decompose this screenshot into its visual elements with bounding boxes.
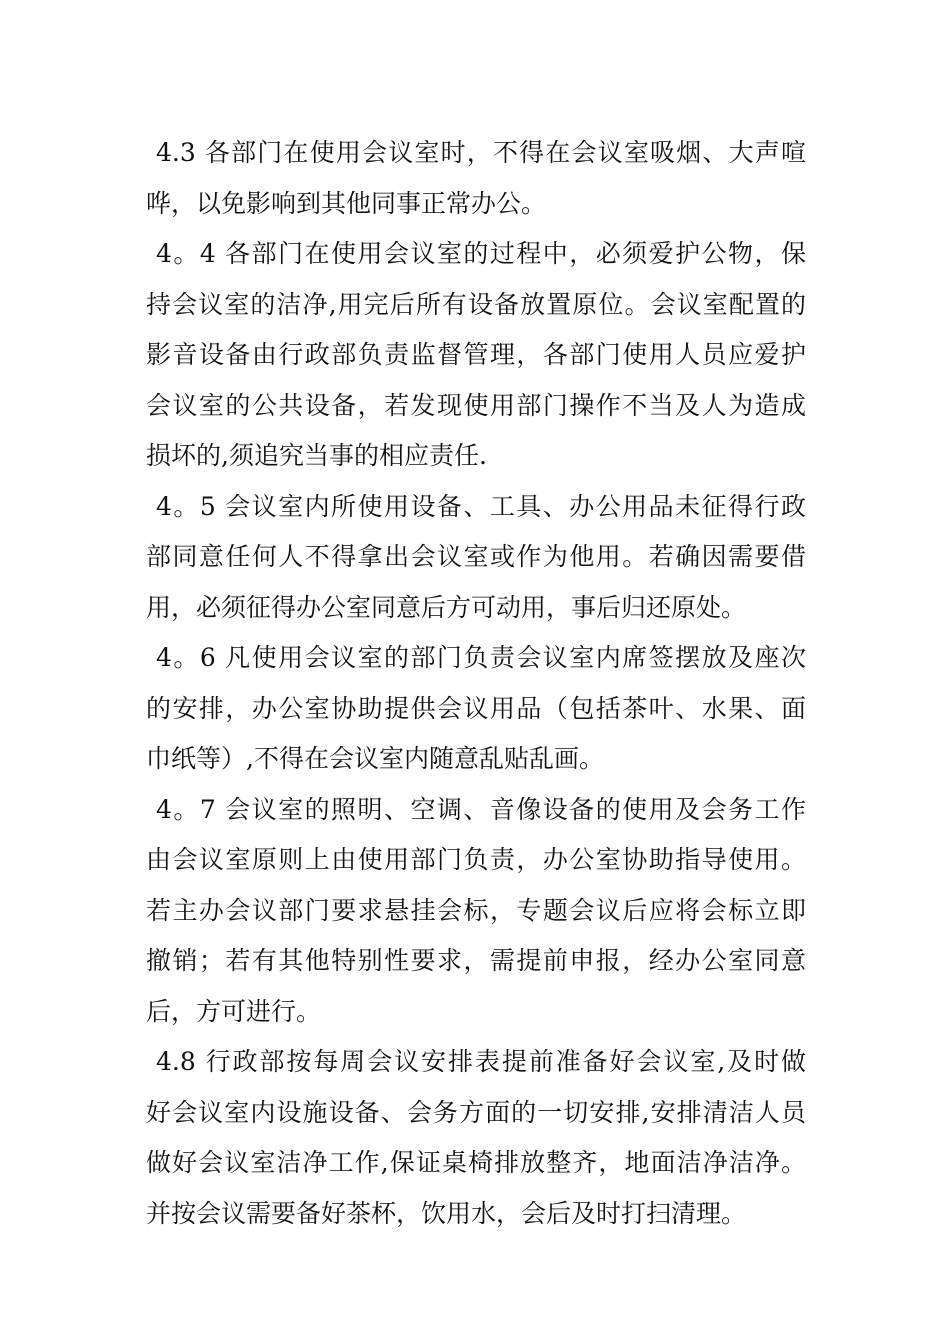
paragraph-4-3 [146,128,806,229]
text-line: 后，方可进行。 [146,996,322,1026]
text-line: 撤销；若有其他特别性要求，需提前申报，经办公室同意 [146,946,806,975]
text-line: 用，必须征得办公室同意后方可动用，事后归还原处。 [146,592,747,622]
paragraph-4-6 [146,633,806,785]
text-line: 损坏的,须追究当事的相应责任. [146,441,487,470]
text-line: 影音设备由行政部负责监督管理，各部门使用人员应爱护 [146,340,806,369]
paragraph-4-4 [146,229,806,482]
text-line: 持会议室的洁净,用完后所有设备放置原位。会议室配置的 [146,289,806,319]
text-line: 会议室的公共设备，若发现使用部门操作不当及人为造成 [146,390,806,420]
text-line: 并按会议需要备好茶杯，饮用水，会后及时打扫清理。 [146,1198,747,1228]
paragraph-4-8 [146,1037,806,1239]
paragraph-4-5 [146,482,806,634]
text-line: 4.3 各部门在使用会议室时，不得在会议室吸烟、大声喧 [156,138,806,167]
text-line: 4。4 各部门在使用会议室的过程中，必须爱护公物，保 [156,239,806,268]
text-line: 的安排，办公室协助提供会议用品（包括茶叶、水果、面 [146,693,806,723]
text-line: 4。7 会议室的照明、空调、音像设备的使用及会务工作 [156,794,806,824]
text-line: 由会议室原则上由使用部门负责，办公室协助指导使用。 [146,845,806,874]
text-line: 部同意任何人不得拿出会议室或作为他用。若确因需要借 [146,542,806,571]
text-line: 若主办会议部门要求悬挂会标，专题会议后应将会标立即 [146,895,806,925]
text-line: 4。6 凡使用会议室的部门负责会议室内席签摆放及座次 [156,643,806,672]
text-line: 哗，以免影响到其他同事正常办公。 [146,188,547,218]
paragraph-4-7 [146,785,806,1038]
document-body [146,128,806,1239]
text-line: 做好会议室洁净工作,保证桌椅排放整齐，地面洁净洁净。 [146,1148,806,1177]
text-line: 好会议室内设施设备、会务方面的一切安排,安排清洁人员 [146,1097,806,1127]
text-line: 4。5 会议室内所使用设备、工具、办公用品未征得行政 [156,491,806,521]
text-line: 4.8 行政部按每周会议安排表提前准备好会议室,及时做 [156,1047,806,1076]
text-line: 巾纸等）,不得在会议室内随意乱贴乱画。 [146,744,604,773]
